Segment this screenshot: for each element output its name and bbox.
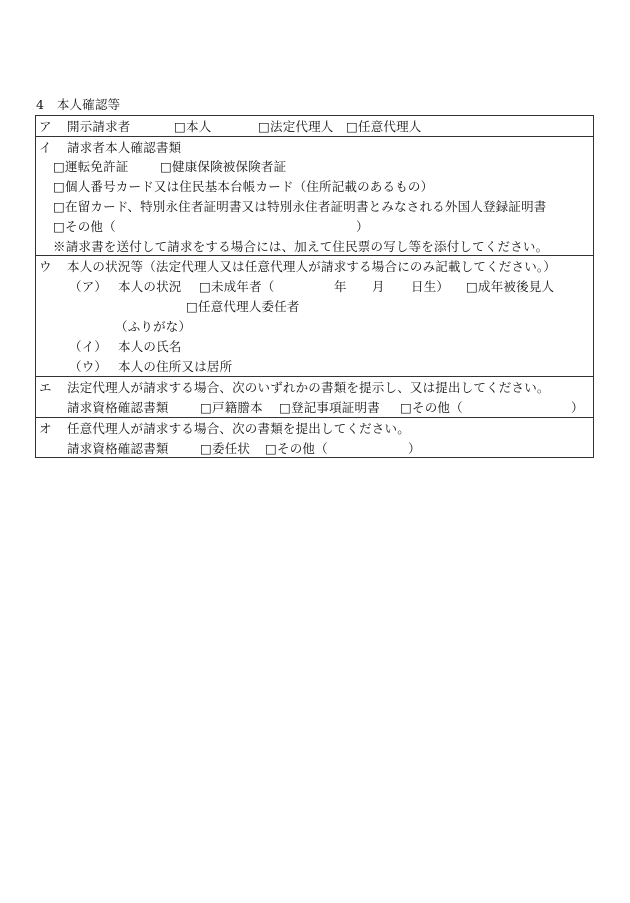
birth-year-label: 年 <box>334 279 347 294</box>
option-drivers-license[interactable]: □運転免許証 <box>53 159 129 174</box>
option-residence-card[interactable]: □在留カード、特別永住者証明書又は特別永住者証明書とみなされる外国人登録証明書 <box>53 199 547 214</box>
option-voluntary-agent[interactable]: □任意代理人 <box>346 119 422 134</box>
row-a-requester <box>36 116 593 136</box>
section-heading: 4 本人確認等 <box>36 97 121 112</box>
option-registry-certificate[interactable]: □登記事項証明書 <box>279 400 380 415</box>
option-family-register[interactable]: □戸籍謄本 <box>200 400 263 415</box>
option-other-voluntary[interactable]: □その他（ <box>265 441 328 456</box>
option-legal-agent[interactable]: □法定代理人 <box>258 119 334 134</box>
option-other-legal[interactable]: □その他（ <box>400 400 463 415</box>
option-proxy-appointer[interactable]: □任意代理人委任者 <box>186 299 300 314</box>
row-i-marker: イ <box>39 140 52 155</box>
option-self[interactable]: □本人 <box>174 119 212 134</box>
principal-address-label: 本人の住所又は居所 <box>118 359 233 374</box>
row-i-title: 請求者本人確認書類 <box>67 140 182 155</box>
identity-verification-table <box>35 115 594 458</box>
row-o-title: 任意代理人が請求する場合、次の書類を提出してください。 <box>67 421 410 436</box>
row-u-marker: ウ <box>39 259 52 274</box>
row-i-id-documents <box>36 136 593 256</box>
row-o-docs-label: 請求資格確認書類 <box>67 441 169 456</box>
option-mynumber-card[interactable]: □個人番号カード又は住民基本台帳カード（住所記載のあるもの） <box>53 179 434 194</box>
row-e-docs-label: 請求資格確認書類 <box>67 400 169 415</box>
option-power-of-attorney[interactable]: □委任状 <box>200 441 251 456</box>
row-a-marker: ア <box>39 119 52 134</box>
row-u-title: 本人の状況等（法定代理人又は任意代理人が請求する場合にのみ記載してください。） <box>67 259 557 274</box>
row-u-principal-status <box>36 255 593 377</box>
principal-name-label: 本人の氏名 <box>118 339 182 354</box>
option-other-id[interactable]: □その他（ <box>53 219 116 234</box>
sub-i-marker: （イ） <box>69 339 108 354</box>
row-e-marker: エ <box>39 380 52 395</box>
row-a-label: 開示請求者 <box>67 119 131 134</box>
other-id-close-paren: ） <box>356 219 369 234</box>
other-voluntary-close-paren: ） <box>408 441 421 456</box>
sub-u-marker: （ウ） <box>69 359 108 374</box>
row-o-voluntary-agent-docs <box>36 417 593 459</box>
option-health-insurance[interactable]: □健康保険被保険者証 <box>160 159 287 174</box>
other-legal-close-paren: ） <box>571 400 584 415</box>
mail-request-note: ※請求書を送付して請求をする場合には、加えて住民票の写し等を添付してください。 <box>53 239 549 254</box>
row-e-legal-agent-docs <box>36 376 593 418</box>
sub-a-marker: （ア） <box>69 279 108 294</box>
row-o-marker: オ <box>39 421 52 436</box>
row-e-title: 法定代理人が請求する場合、次のいずれかの書類を提示し、又は提出してください。 <box>67 380 550 395</box>
birth-day-label: 日生） <box>411 279 450 294</box>
option-minor[interactable]: □未成年者（ <box>199 279 275 294</box>
principal-status-label: 本人の状況 <box>118 279 182 294</box>
option-adult-guardian[interactable]: □成年被後見人 <box>466 279 555 294</box>
furigana-label: （ふりがな） <box>115 319 192 334</box>
birth-month-label: 月 <box>372 279 385 294</box>
